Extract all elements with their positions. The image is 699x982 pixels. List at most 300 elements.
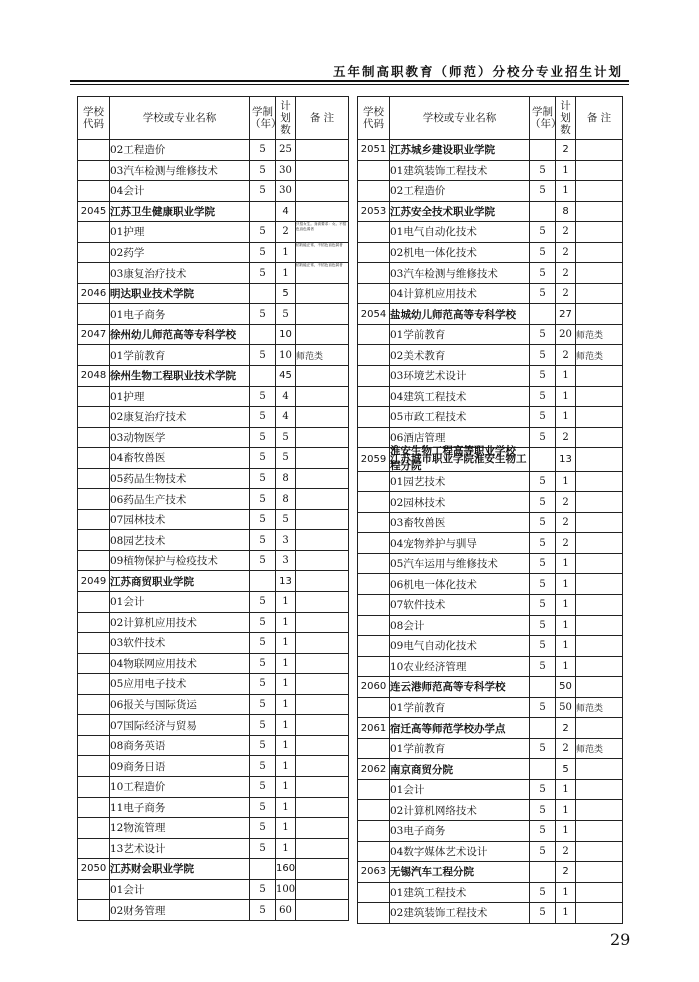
- major-name-cell: 09植物保护与检疫技术: [110, 550, 250, 571]
- note-cell: [296, 653, 349, 674]
- plan-count-cell: 2: [556, 492, 576, 513]
- plan-count-cell: 2: [556, 263, 576, 284]
- note-cell: [576, 366, 623, 387]
- years-cell: 5: [530, 324, 556, 345]
- note-cell: [576, 427, 623, 448]
- note-cell: 只招女生。身高要求：女。不招色盲色弱者: [296, 222, 349, 243]
- running-header-title: 五年制高职教育（师范）分校分专业招生计划: [332, 64, 623, 79]
- major-name-cell: 07国际经济与贸易: [110, 715, 250, 736]
- school-name-cell: 徐州幼儿师范高等专科学校: [110, 324, 250, 345]
- col-header-name: 学校或专业名称: [390, 97, 530, 140]
- major-row: [358, 471, 623, 492]
- note-cell: [296, 509, 349, 530]
- school-name-cell: 淮安生物工程高等职业学校 江苏城市职业学院淮安生物工程分院: [390, 448, 530, 472]
- years-cell: 5: [530, 427, 556, 448]
- years-cell: 5: [250, 900, 276, 921]
- school-row: [78, 324, 349, 345]
- note-cell: [296, 448, 349, 469]
- note-cell: [576, 594, 623, 615]
- school-row: [358, 201, 623, 222]
- school-row: [78, 859, 349, 880]
- school-code-cell: [78, 509, 110, 530]
- note-cell: [576, 242, 623, 263]
- school-code-cell: [78, 386, 110, 407]
- years-cell: 5: [250, 140, 276, 161]
- major-name-cell: 01园艺技术: [390, 471, 530, 492]
- school-code-cell: 2048: [78, 366, 110, 387]
- plan-count-cell: 8: [556, 201, 576, 222]
- years-cell: [530, 448, 556, 472]
- school-code-cell: [358, 636, 390, 657]
- note-cell: [576, 636, 623, 657]
- school-code-cell: [78, 242, 110, 263]
- plan-count-cell: 3: [276, 530, 296, 551]
- major-name-cell: 02机电一体化技术: [390, 242, 530, 263]
- plan-count-cell: 2: [556, 345, 576, 366]
- years-cell: 5: [250, 715, 276, 736]
- plan-count-cell: 2: [556, 841, 576, 862]
- major-row: [358, 324, 623, 345]
- note-cell: [576, 448, 623, 472]
- school-code-cell: [358, 366, 390, 387]
- plan-count-cell: 8: [276, 489, 296, 510]
- plan-count-cell: 2: [556, 738, 576, 759]
- plan-count-cell: 30: [276, 160, 296, 181]
- plan-count-cell: 1: [276, 756, 296, 777]
- major-row: [358, 903, 623, 924]
- school-code-cell: [78, 407, 110, 428]
- note-cell: [576, 386, 623, 407]
- plan-count-cell: 1: [556, 779, 576, 800]
- years-cell: 5: [250, 407, 276, 428]
- school-code-cell: [78, 797, 110, 818]
- major-name-cell: 08会计: [390, 615, 530, 636]
- note-cell: [296, 386, 349, 407]
- years-cell: 5: [530, 779, 556, 800]
- major-name-cell: 13艺术设计: [110, 838, 250, 859]
- plan-count-cell: 2: [556, 512, 576, 533]
- plan-count-cell: 2: [556, 222, 576, 243]
- years-cell: [250, 571, 276, 592]
- plan-count-cell: 4: [276, 386, 296, 407]
- note-cell: [576, 160, 623, 181]
- school-code-cell: [358, 386, 390, 407]
- school-code-cell: [78, 263, 110, 284]
- major-row: [78, 900, 349, 921]
- years-cell: 5: [530, 636, 556, 657]
- school-code-cell: [358, 324, 390, 345]
- years-cell: 5: [250, 304, 276, 325]
- school-code-cell: [358, 492, 390, 513]
- major-name-cell: 01学前教育: [390, 697, 530, 718]
- major-row: [78, 735, 349, 756]
- years-cell: [250, 201, 276, 222]
- school-code-cell: 2061: [358, 718, 390, 739]
- school-code-cell: 2050: [78, 859, 110, 880]
- school-code-cell: [358, 821, 390, 842]
- school-code-cell: [358, 512, 390, 533]
- plan-count-cell: 2: [556, 242, 576, 263]
- note-cell: [576, 512, 623, 533]
- years-cell: 5: [250, 160, 276, 181]
- school-name-cell: 徐州生物工程职业技术学院: [110, 366, 250, 387]
- plan-count-cell: 2: [556, 862, 576, 883]
- school-name-cell: 南京商贸分院: [390, 759, 530, 780]
- school-row: [358, 718, 623, 739]
- plan-count-cell: 1: [276, 633, 296, 654]
- col-header-note: 备 注: [576, 97, 623, 140]
- major-name-cell: 03电子商务: [390, 821, 530, 842]
- years-cell: 5: [250, 427, 276, 448]
- plan-count-cell: 1: [556, 386, 576, 407]
- note-cell: [576, 800, 623, 821]
- years-cell: 5: [250, 818, 276, 839]
- note-cell: [296, 674, 349, 695]
- years-cell: 5: [530, 386, 556, 407]
- note-cell: [296, 366, 349, 387]
- note-cell: [576, 553, 623, 574]
- school-row: [78, 571, 349, 592]
- years-cell: 5: [530, 800, 556, 821]
- col-header-code: 学校 代码: [358, 97, 390, 140]
- school-code-cell: [78, 592, 110, 613]
- note-cell: [576, 574, 623, 595]
- major-name-cell: 05市政工程技术: [390, 407, 530, 428]
- note-cell: [296, 735, 349, 756]
- col-header-plan: 计 划 数: [556, 97, 576, 140]
- note-cell: [576, 471, 623, 492]
- plan-count-cell: 1: [556, 160, 576, 181]
- major-name-cell: 01会计: [390, 779, 530, 800]
- plan-count-cell: 4: [276, 407, 296, 428]
- school-name-cell: 宿迁高等师范学校办学点: [390, 718, 530, 739]
- years-cell: 5: [530, 821, 556, 842]
- years-cell: 5: [250, 530, 276, 551]
- school-code-cell: [78, 304, 110, 325]
- major-row: [78, 427, 349, 448]
- years-cell: 5: [250, 838, 276, 859]
- major-name-cell: 01学前教育: [390, 738, 530, 759]
- years-cell: 5: [530, 492, 556, 513]
- years-cell: 5: [530, 283, 556, 304]
- major-row: [78, 818, 349, 839]
- years-cell: 5: [250, 345, 276, 366]
- col-header-plan: 计 划 数: [276, 97, 296, 140]
- school-code-cell: [358, 841, 390, 862]
- note-cell: [296, 612, 349, 633]
- years-cell: [530, 201, 556, 222]
- major-name-cell: 04数字媒体艺术设计: [390, 841, 530, 862]
- major-row: [78, 407, 349, 428]
- school-name-cell: 江苏卫生健康职业学院: [110, 201, 250, 222]
- years-cell: [530, 304, 556, 325]
- years-cell: [250, 283, 276, 304]
- school-code-cell: [358, 882, 390, 903]
- years-cell: 5: [530, 181, 556, 202]
- plan-count-cell: 2: [556, 533, 576, 554]
- plan-count-cell: 1: [276, 242, 296, 263]
- major-name-cell: 06酒店管理: [390, 427, 530, 448]
- note-cell: [296, 140, 349, 161]
- major-row: [78, 879, 349, 900]
- major-row: [78, 509, 349, 530]
- years-cell: 5: [530, 841, 556, 862]
- note-cell: [296, 283, 349, 304]
- school-code-cell: [358, 574, 390, 595]
- note-cell: 师范类: [576, 697, 623, 718]
- plan-count-cell: 100: [276, 879, 296, 900]
- major-name-cell: 01护理: [110, 222, 250, 243]
- school-code-cell: [358, 427, 390, 448]
- note-cell: [296, 776, 349, 797]
- school-code-cell: [78, 653, 110, 674]
- enrollment-table-right: [357, 96, 623, 924]
- major-row: [358, 656, 623, 677]
- major-row: [358, 366, 623, 387]
- plan-count-cell: 1: [276, 818, 296, 839]
- school-code-cell: [78, 530, 110, 551]
- table-header-row: [358, 97, 623, 140]
- major-name-cell: 04建筑工程技术: [390, 386, 530, 407]
- school-row: [78, 201, 349, 222]
- school-name-cell: 江苏安全技术职业学院: [390, 201, 530, 222]
- major-name-cell: 09电气自动化技术: [390, 636, 530, 657]
- plan-count-cell: 1: [556, 800, 576, 821]
- page-number: 29: [610, 930, 631, 949]
- plan-count-cell: 3: [276, 550, 296, 571]
- major-row: [78, 160, 349, 181]
- major-row: [358, 222, 623, 243]
- note-cell: [576, 718, 623, 739]
- major-name-cell: 05应用电子技术: [110, 674, 250, 695]
- school-code-cell: 2063: [358, 862, 390, 883]
- years-cell: 5: [530, 160, 556, 181]
- years-cell: 5: [250, 263, 276, 284]
- school-code-cell: [78, 222, 110, 243]
- years-cell: 5: [530, 738, 556, 759]
- school-name-cell: 明达职业技术学院: [110, 283, 250, 304]
- school-code-cell: [78, 756, 110, 777]
- major-row: [358, 636, 623, 657]
- school-code-cell: [358, 800, 390, 821]
- note-cell: [296, 489, 349, 510]
- major-row: [78, 448, 349, 469]
- note-cell: 招收能正常，不招色盲色弱者: [296, 242, 349, 263]
- major-row: [78, 715, 349, 736]
- major-name-cell: 02药学: [110, 242, 250, 263]
- years-cell: 5: [250, 879, 276, 900]
- note-cell: [576, 615, 623, 636]
- plan-count-cell: 30: [276, 181, 296, 202]
- major-row: [78, 550, 349, 571]
- note-cell: [296, 592, 349, 613]
- note-cell: [296, 571, 349, 592]
- school-code-cell: [78, 160, 110, 181]
- years-cell: 5: [530, 594, 556, 615]
- school-row: [78, 283, 349, 304]
- school-code-cell: [358, 779, 390, 800]
- years-cell: 5: [250, 756, 276, 777]
- major-row: [78, 304, 349, 325]
- major-name-cell: 04会计: [110, 181, 250, 202]
- note-cell: [296, 633, 349, 654]
- plan-count-cell: 1: [276, 776, 296, 797]
- major-name-cell: 01电子商务: [110, 304, 250, 325]
- plan-count-cell: 1: [556, 882, 576, 903]
- major-name-cell: 03环境艺术设计: [390, 366, 530, 387]
- major-row: [358, 181, 623, 202]
- plan-count-cell: 13: [556, 448, 576, 472]
- major-row: [78, 468, 349, 489]
- plan-count-cell: 2: [556, 283, 576, 304]
- school-code-cell: [78, 489, 110, 510]
- major-name-cell: 06报关与国际货运: [110, 694, 250, 715]
- note-cell: [576, 263, 623, 284]
- years-cell: 5: [530, 903, 556, 924]
- years-cell: 5: [530, 512, 556, 533]
- major-row: [78, 592, 349, 613]
- school-code-cell: [78, 612, 110, 633]
- years-cell: 5: [530, 533, 556, 554]
- major-name-cell: 08商务英语: [110, 735, 250, 756]
- years-cell: 5: [250, 612, 276, 633]
- major-name-cell: 01学前教育: [390, 324, 530, 345]
- school-name-cell: 江苏财会职业学院: [110, 859, 250, 880]
- school-code-cell: [78, 550, 110, 571]
- major-row: [358, 533, 623, 554]
- years-cell: 5: [250, 181, 276, 202]
- major-name-cell: 04宠物养护与驯导: [390, 533, 530, 554]
- note-cell: 招收能正常，不招色盲色弱者: [296, 263, 349, 284]
- years-cell: 5: [250, 633, 276, 654]
- major-row: [358, 697, 623, 718]
- major-name-cell: 01护理: [110, 386, 250, 407]
- table-body-left: [78, 140, 349, 921]
- major-name-cell: 02工程造价: [110, 140, 250, 161]
- years-cell: 5: [530, 222, 556, 243]
- school-code-cell: [358, 738, 390, 759]
- note-cell: [576, 407, 623, 428]
- school-name-cell: 江苏城乡建设职业学院: [390, 140, 530, 161]
- school-code-cell: [78, 879, 110, 900]
- note-cell: [576, 181, 623, 202]
- plan-count-cell: 13: [276, 571, 296, 592]
- note-cell: [296, 427, 349, 448]
- plan-count-cell: 10: [276, 345, 296, 366]
- major-name-cell: 03动物医学: [110, 427, 250, 448]
- col-header-years: 学制 （年）: [250, 97, 276, 140]
- major-row: [78, 181, 349, 202]
- years-cell: 5: [530, 471, 556, 492]
- note-cell: 师范类: [576, 324, 623, 345]
- major-name-cell: 02计算机网络技术: [390, 800, 530, 821]
- plan-count-cell: 1: [556, 574, 576, 595]
- school-code-cell: [78, 448, 110, 469]
- school-code-cell: 2054: [358, 304, 390, 325]
- col-header-code: 学校 代码: [78, 97, 110, 140]
- major-row: [78, 345, 349, 366]
- note-cell: [576, 677, 623, 698]
- school-code-cell: 2059: [358, 448, 390, 472]
- major-name-cell: 01学前教育: [110, 345, 250, 366]
- plan-count-cell: 60: [276, 900, 296, 921]
- major-name-cell: 03汽车检测与维修技术: [390, 263, 530, 284]
- note-cell: 师范类: [576, 345, 623, 366]
- major-name-cell: 02财务管理: [110, 900, 250, 921]
- major-name-cell: 02康复治疗技术: [110, 407, 250, 428]
- major-name-cell: 02园林技术: [390, 492, 530, 513]
- school-name-cell: 盐城幼儿师范高等专科学校: [390, 304, 530, 325]
- enrollment-table-left: [77, 96, 349, 921]
- major-row: [358, 160, 623, 181]
- note-cell: [576, 759, 623, 780]
- plan-count-cell: 5: [276, 427, 296, 448]
- note-cell: [296, 818, 349, 839]
- note-cell: [296, 201, 349, 222]
- plan-count-cell: 27: [556, 304, 576, 325]
- plan-count-cell: 1: [556, 821, 576, 842]
- school-code-cell: [358, 222, 390, 243]
- major-row: [358, 263, 623, 284]
- years-cell: [530, 759, 556, 780]
- plan-count-cell: 5: [276, 304, 296, 325]
- major-name-cell: 03汽车检测与维修技术: [110, 160, 250, 181]
- note-cell: [296, 715, 349, 736]
- years-cell: [530, 677, 556, 698]
- major-name-cell: 10工程造价: [110, 776, 250, 797]
- school-code-cell: [78, 818, 110, 839]
- major-row: [358, 779, 623, 800]
- note-cell: [576, 862, 623, 883]
- major-name-cell: 11电子商务: [110, 797, 250, 818]
- school-name-cell: 无锡汽车工程分院: [390, 862, 530, 883]
- plan-count-cell: 1: [276, 797, 296, 818]
- major-row: [358, 407, 623, 428]
- note-cell: [576, 533, 623, 554]
- note-cell: [296, 859, 349, 880]
- years-cell: 5: [530, 553, 556, 574]
- major-name-cell: 03康复治疗技术: [110, 263, 250, 284]
- major-name-cell: 04计算机应用技术: [390, 283, 530, 304]
- years-cell: 5: [250, 386, 276, 407]
- note-cell: [576, 821, 623, 842]
- plan-count-cell: 1: [276, 735, 296, 756]
- note-cell: [576, 779, 623, 800]
- school-code-cell: [358, 263, 390, 284]
- major-row: [78, 838, 349, 859]
- note-cell: [296, 160, 349, 181]
- years-cell: 5: [250, 776, 276, 797]
- major-row: [78, 612, 349, 633]
- major-row: [358, 738, 623, 759]
- plan-count-cell: 1: [276, 838, 296, 859]
- major-name-cell: 05汽车运用与维修技术: [390, 553, 530, 574]
- school-code-cell: [358, 283, 390, 304]
- years-cell: 5: [250, 242, 276, 263]
- school-code-cell: [358, 553, 390, 574]
- note-cell: [296, 900, 349, 921]
- major-name-cell: 05药品生物技术: [110, 468, 250, 489]
- plan-count-cell: 1: [276, 674, 296, 695]
- years-cell: 5: [530, 263, 556, 284]
- years-cell: 5: [530, 345, 556, 366]
- plan-count-cell: 1: [276, 263, 296, 284]
- header-rule-thick: [70, 80, 629, 82]
- major-name-cell: 02工程造价: [390, 181, 530, 202]
- school-code-cell: [78, 735, 110, 756]
- major-row: [358, 242, 623, 263]
- major-row: [78, 530, 349, 551]
